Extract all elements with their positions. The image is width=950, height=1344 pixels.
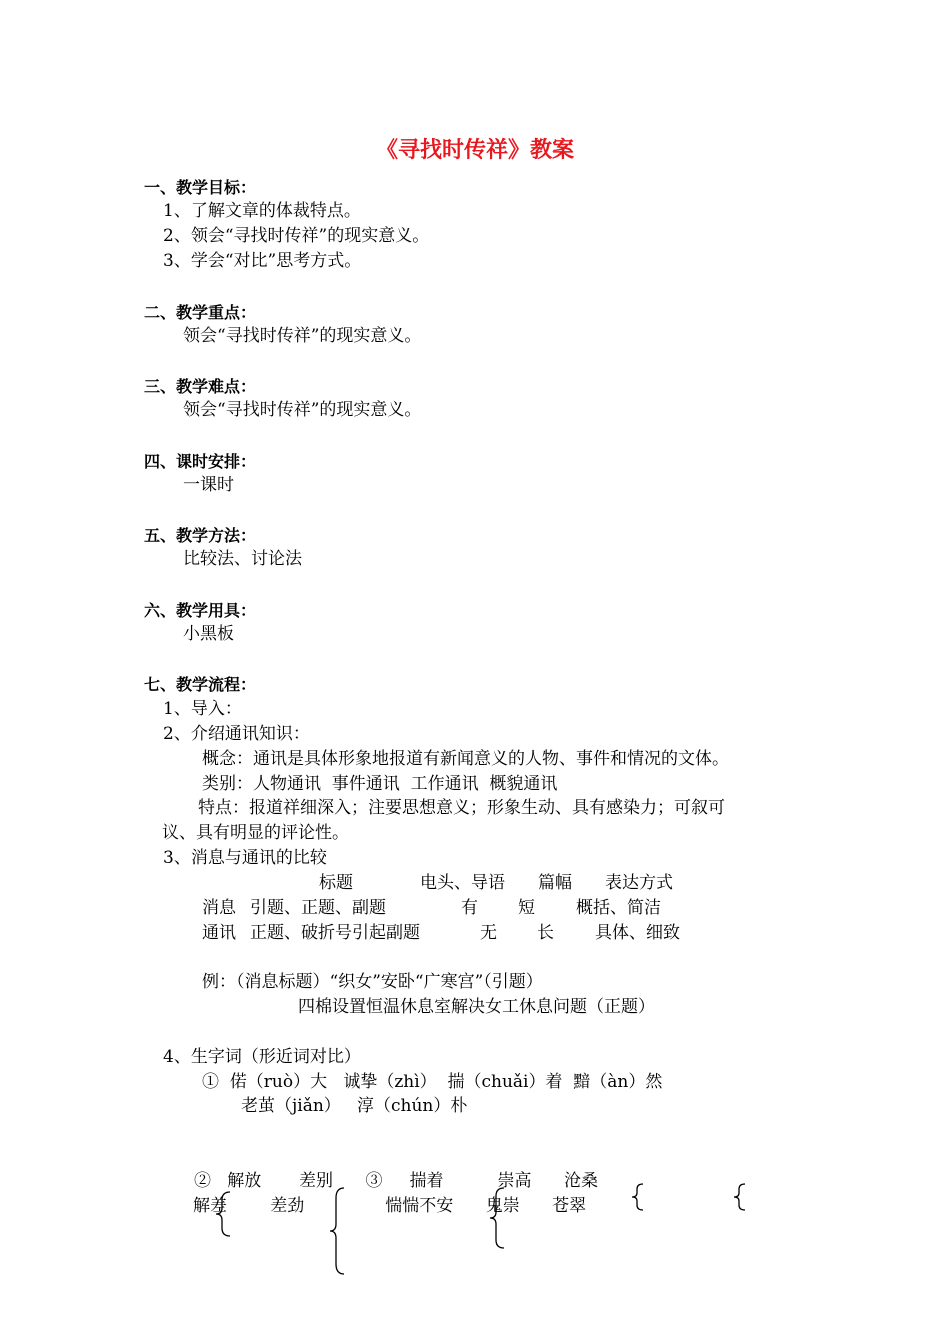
brace-icon — [488, 1186, 508, 1250]
vocab-line: 解差 差劲 惴惴不安 鬼崇 苍翠 — [193, 1196, 587, 1216]
brace-icon — [630, 1182, 646, 1212]
brace-icon — [328, 1186, 348, 1276]
compare-header-cell: 标题 — [319, 873, 353, 893]
example-text: 例：（消息标题）“织女”安卧“广寒宫”（引题） — [202, 972, 543, 992]
section-heading-schedule: 四、课时安排： — [144, 452, 257, 471]
compare-row-label: 通讯 — [202, 923, 236, 943]
process-step: 4、生字词（形近词对比） — [163, 1047, 361, 1067]
document-title: 《寻找时传祥》教案 — [375, 138, 574, 163]
concept-text: 概念：通讯是具体形象地报道有新闻意义的人物、事件和情况的文体。 — [202, 749, 729, 769]
section-heading-key-points: 二、教学重点： — [144, 303, 257, 322]
vocab-line: ② 解放 差别 ③ 揣着 崇高 沧桑 — [194, 1171, 598, 1191]
section-body: 一课时 — [183, 475, 234, 495]
compare-cell: 短 — [518, 898, 535, 918]
compare-row-label: 消息 — [202, 898, 236, 918]
section-body: 领会“寻找时传祥”的现实意义。 — [183, 400, 422, 420]
vocab-line: ① 偌（ruò）大 诚挚（zhì） 揣（chuǎi）着 黯（àn）然 — [202, 1072, 663, 1092]
section-body: 领会“寻找时传祥”的现实意义。 — [183, 326, 422, 346]
compare-cell: 有 — [461, 898, 478, 918]
compare-header-cell: 篇幅 — [538, 873, 572, 893]
features-text: 特点：报道祥细深入；注要思想意义；形象生动、具有感染力；可叙可 — [198, 798, 725, 818]
process-step: 2、介绍通讯知识： — [163, 724, 310, 744]
compare-cell: 概括、简洁 — [576, 898, 661, 918]
compare-header-cell: 表达方式 — [605, 873, 673, 893]
brace-icon — [732, 1182, 748, 1212]
brace-icon — [214, 1190, 234, 1238]
section-body: 小黑板 — [183, 624, 234, 644]
section-heading-difficulties: 三、教学难点： — [144, 377, 257, 396]
features-text: 议、具有明显的评论性。 — [162, 823, 349, 843]
process-step: 1、导入： — [163, 699, 242, 719]
compare-cell: 引题、正题、副题 — [250, 898, 386, 918]
objective-item: 1、了解文章的体裁特点。 — [163, 201, 361, 221]
objective-item: 2、领会“寻找时传祥”的现实意义。 — [163, 226, 430, 246]
compare-cell: 无 — [480, 923, 497, 943]
section-heading-methods: 五、教学方法： — [144, 526, 257, 545]
compare-header-cell: 电头、导语 — [420, 873, 505, 893]
section-heading-process: 七、教学流程： — [144, 675, 257, 694]
section-heading-objectives: 一、教学目标： — [144, 178, 257, 197]
compare-cell: 具体、细致 — [595, 923, 680, 943]
example-text: 四棉设置恒温休息室解决女工休息问题（正题） — [298, 997, 655, 1017]
objective-item: 3、学会“对比”思考方式。 — [163, 251, 362, 271]
section-heading-tools: 六、教学用具： — [144, 601, 257, 620]
section-body: 比较法、讨论法 — [183, 549, 302, 569]
types-text: 类别：人物通讯 事件通讯 工作通讯 概貌通讯 — [202, 774, 558, 794]
process-step: 3、消息与通讯的比较 — [163, 848, 327, 868]
compare-cell: 长 — [537, 923, 554, 943]
vocab-line: 老茧（jiǎn） 淳（chún）朴 — [241, 1096, 468, 1116]
compare-cell: 正题、破折号引起副题 — [250, 923, 420, 943]
